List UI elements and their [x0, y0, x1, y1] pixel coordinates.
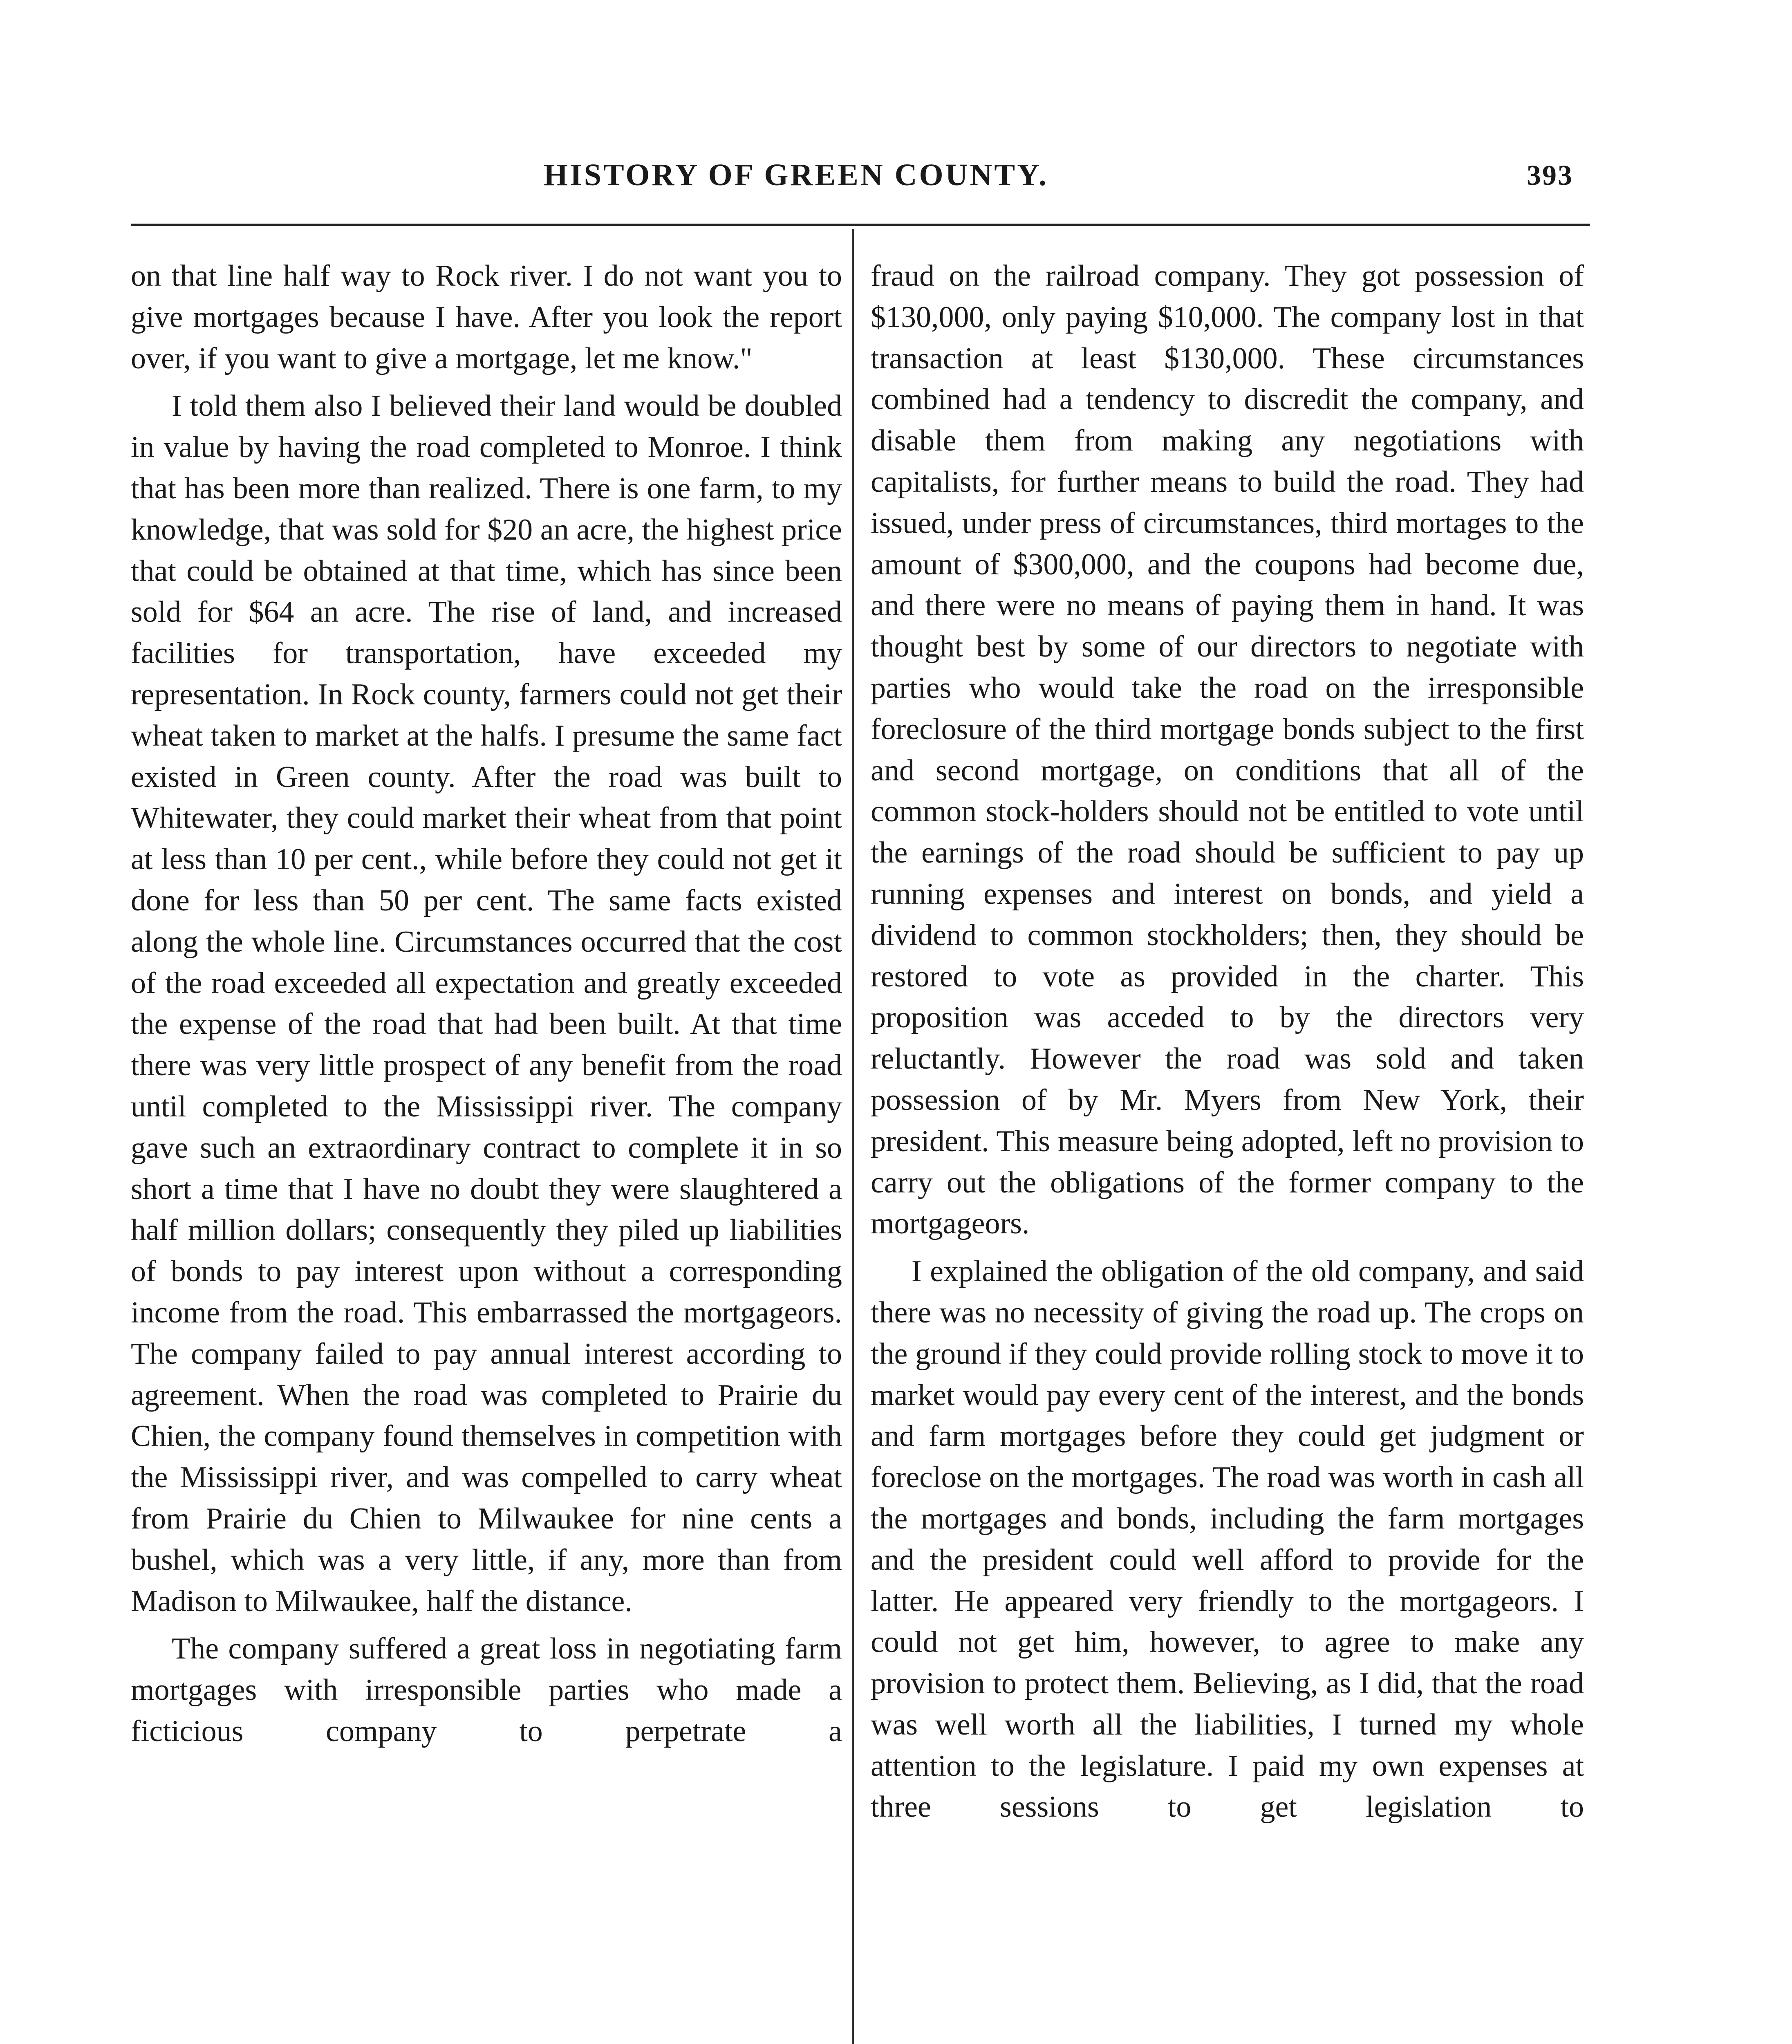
- paragraph: on that line half way to Rock river. I do not want you to give mortgages because I have. After you look the report over, if you want to give a mortgage, let me know.": [131, 259, 842, 375]
- header-rule: [131, 224, 1590, 226]
- paragraph: fraud on the railroad company. They got possession of $130,000, only paying $10,000. The company lost in that transaction at least $130,000. These circumstances combined had a tendency to discredit the company, and disable them from making any negotiations with capitalists, for further means to build the road. They had issued, under press of circumstances, third mortages to the amount of $300,000, and the coupons had become due, and there were no means of paying them in hand. It was thought best by some of our directors to negotiate with parties who would take the road on the irresponsible foreclosure of the third mortgage bonds subject to the first and second mortgage, on conditions that all of the common stock-holders should not be entitled to vote until the earnings of the road should be sufficient to pay up running expenses and interest on bonds, and yield a dividend to common stockholders; then, they should be restored to vote as provided in the charter. This proposition was acceded to by the directors very reluctantly. However the road was sold and taken possession of by Mr. Myers from New York, their president. This measure being adopted, left no provision to carry out the obligations of the former company to the mortgageors.: [871, 259, 1584, 1241]
- paragraph: I told them also I believed their land would be doubled in value by having the road completed to Monroe. I think that has been more than realized. There is one farm, to my knowledge, that was sold for $20 an acre, the highest price that could be obtained at that time, which has since been sold for $64 an acre. The rise of land, and increased facilities for transportation, have exceeded my representation. In Rock county, farmers could not get their wheat taken to market at the halfs. I presume the same fact existed in Green county. After the road was built to Whitewater, they could market their wheat from that point at less than 10 per cent., while before they could not get it done for less than 50 per cent. The same facts existed along the whole line. Circumstances occurred that the cost of the road exceeded all expectation and greatly exceeded the expense of the road that had been built. At that time there was very little prospect of any benefit from the road until completed to the Mississippi river. The company gave such an extraordinary contract to complete it in so short a time that I have no doubt they were slaughtered a half million dollars; consequently they piled up liabilities of bonds to pay interest upon without a corresponding income from the road. This embarrassed the mortgageors. The company failed to pay annual interest according to agreement. When the road was completed to Prairie du Chien, the company found themselves in competition with the Mississippi river, and was compelled to carry wheat from Prairie du Chien to Milwaukee for nine cents a bushel, which was a very little, if any, more than from Madison to Milwaukee, half the distance.: [131, 389, 842, 1618]
- column-divider: [852, 229, 854, 2044]
- running-title: HISTORY OF GREEN COUNTY.: [544, 158, 1049, 192]
- page-number: 393: [1527, 160, 1573, 191]
- right-column: [871, 256, 1584, 1828]
- left-column: [131, 256, 842, 1752]
- paragraph: The company suffered a great loss in negotiating farm mortgages with irresponsible parties who made a ficticious company to perpetrate a: [131, 1632, 842, 1748]
- paragraph: I explained the obligation of the old company, and said there was no necessity of giving the road up. The crops on the ground if they could provide rolling stock to move it to market would pay every cent of the interest, and the bonds and farm mortgages before they could get judgment or foreclose on the mortgages. The road was worth in cash all the mortgages and bonds, including the farm mortgages and the president could well afford to provide for the latter. He appeared very friendly to the mortgageors. I could not get him, however, to agree to make any provision to protect them. Believing, as I did, that the road was well worth all the liabilities, I turned my whole attention to the legislature. I paid my own expenses at three sessions to get legislation to: [871, 1255, 1584, 1824]
